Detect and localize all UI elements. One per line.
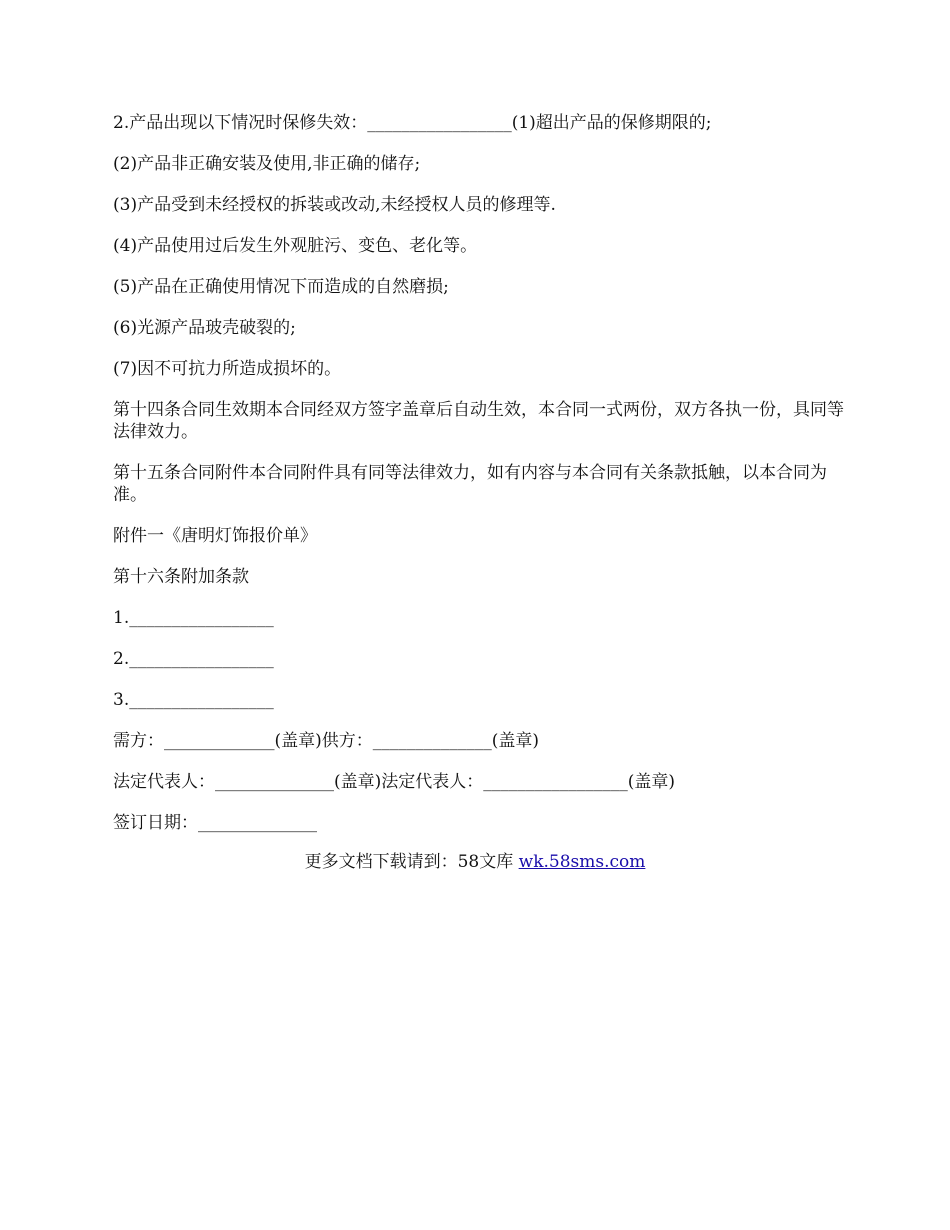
- warranty-item-7: (7)因不可抗力所造成损坏的。: [113, 359, 342, 379]
- warranty-item-3: (3)产品受到未经授权的拆装或改动,未经授权人员的修理等.: [113, 195, 556, 215]
- signing-date: 签订日期：______________: [113, 813, 317, 833]
- warranty-item-6: (6)光源产品玻壳破裂的;: [113, 318, 296, 338]
- signature-representatives: 法定代表人：______________(盖章)法定代表人：_________________(盖章): [113, 772, 676, 792]
- warranty-item-2: (2)产品非正确安装及使用,非正确的储存;: [113, 154, 421, 174]
- clause-warranty-void: 2.产品出现以下情况时保修失效：_________________(1)超出产品的保修期限的;: [113, 113, 712, 133]
- download-footer: [0, 851, 950, 873]
- signature-parties: 需方：_____________(盖章)供方：______________(盖章): [113, 731, 540, 751]
- clause-15-attachments: 第十五条合同附件本合同附件具有同等法律效力，如有内容与本合同有关条款抵触，以本合同为准。: [113, 463, 827, 505]
- document-body: [113, 112, 853, 853]
- clause-16-additional: 第十六条附加条款: [113, 567, 249, 587]
- footer-link[interactable]: wk.58sms.com: [518, 852, 646, 872]
- attachment-1: 附件一《唐明灯饰报价单》: [113, 526, 317, 546]
- additional-item-2: 2._________________: [113, 649, 274, 669]
- footer-text: 更多文档下载请到：58文库: [304, 852, 519, 872]
- clause-14-effective: 第十四条合同生效期本合同经双方签字盖章后自动生效，本合同一式两份，双方各执一份，具同等法律效力。: [113, 400, 844, 442]
- additional-item-3: 3._________________: [113, 690, 274, 710]
- warranty-item-4: (4)产品使用过后发生外观脏污、变色、老化等。: [113, 236, 478, 256]
- additional-item-1: 1._________________: [113, 608, 274, 628]
- warranty-item-5: (5)产品在正确使用情况下而造成的自然磨损;: [113, 277, 449, 297]
